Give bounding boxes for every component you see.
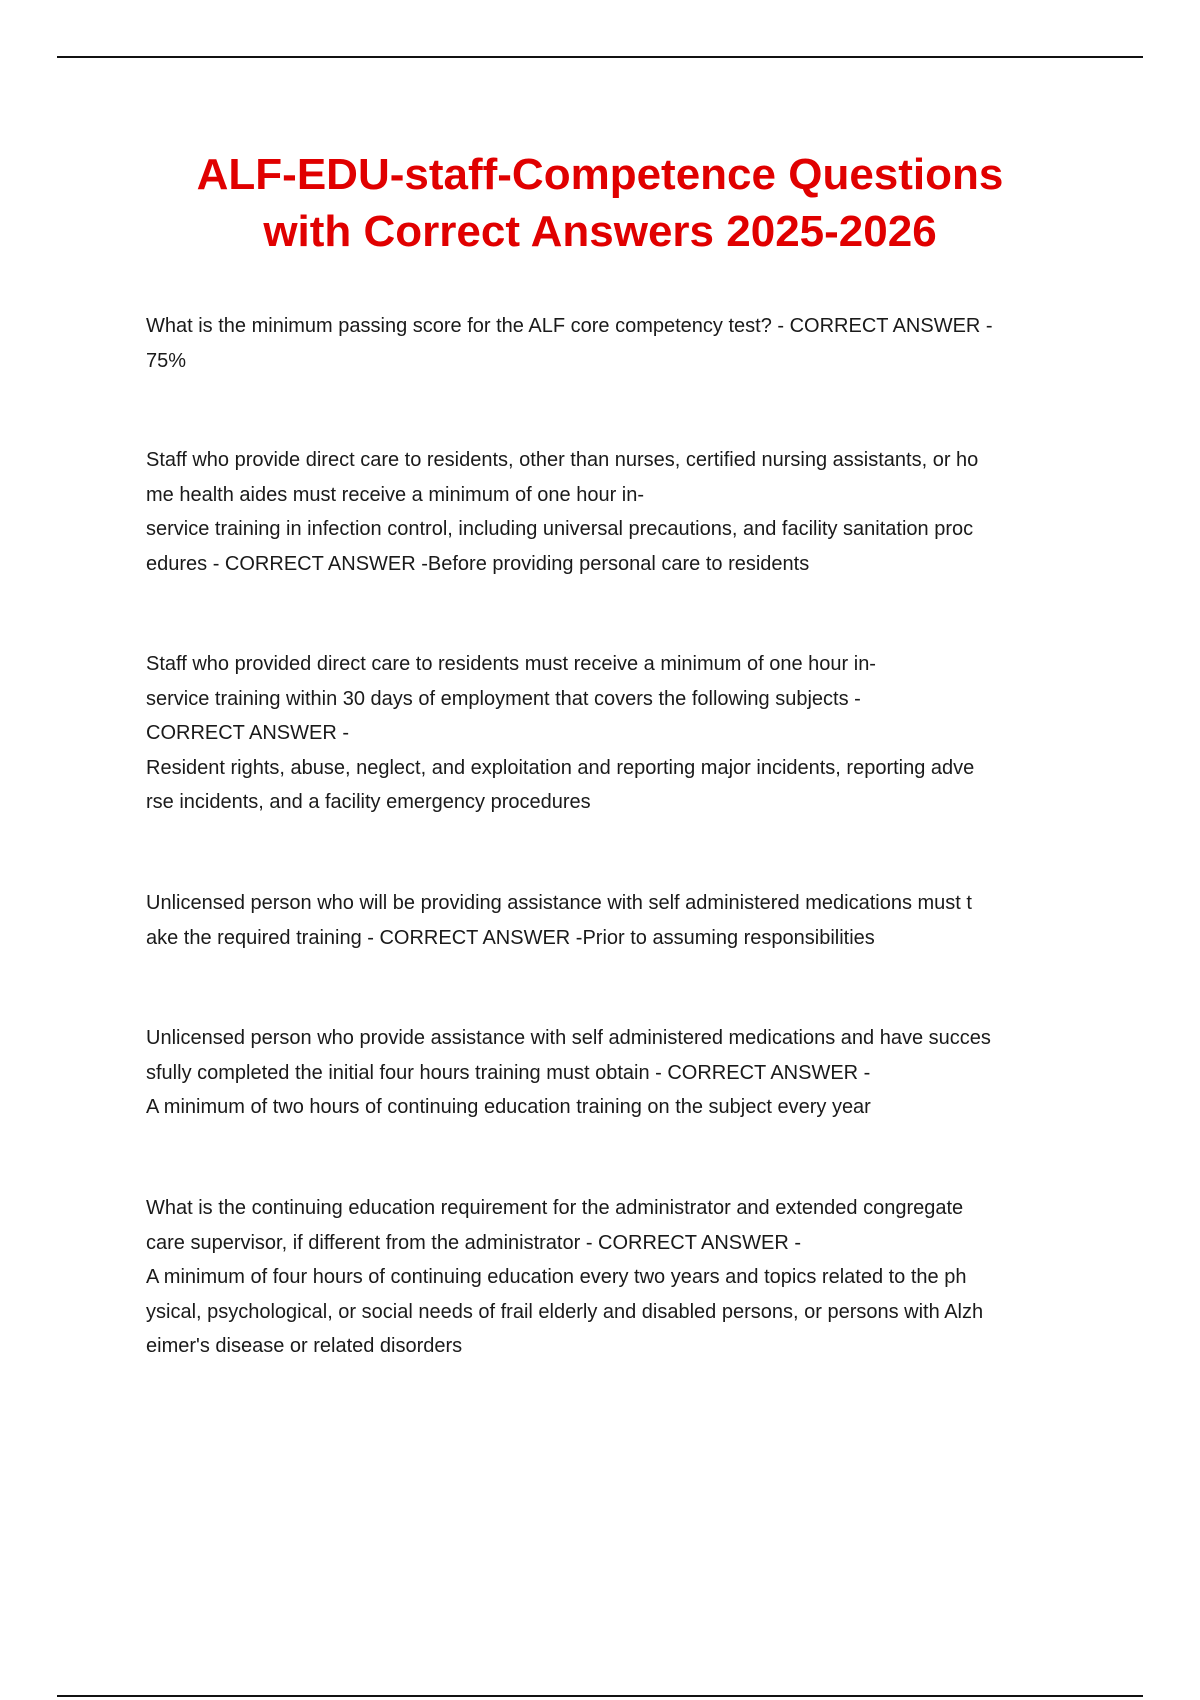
qa-line: Staff who provide direct care to residents, other than nurses, certified nursing assistants, or ho (146, 449, 979, 471)
qa-line: eimer's disease or related disorders (146, 1335, 463, 1357)
qa-line: A minimum of four hours of continuing education every two years and topics related to the ph (146, 1266, 967, 1288)
qa-block-administrator-requirement (146, 1191, 1096, 1364)
document-title (100, 146, 1100, 260)
qa-line: What is the continuing education requirement for the administrator and extended congregate (146, 1197, 964, 1219)
qa-line: What is the minimum passing score for the ALF core competency test? - CORRECT ANSWER - (146, 315, 993, 337)
qa-line: service training in infection control, including universal precautions, and facility sanitation proc (146, 518, 974, 540)
qa-line: Resident rights, abuse, neglect, and exploitation and reporting major incidents, reporting adve (146, 756, 975, 779)
qa-block-continuing-education (146, 1021, 1096, 1125)
qa-block-infection-control (146, 443, 1096, 581)
title-line: with Correct Answers 2025-2026 (263, 207, 937, 256)
qa-block-passing-score (146, 309, 1096, 378)
bottom-rule (57, 1695, 1143, 1697)
qa-line: me health aides must receive a minimum of one hour in- (146, 483, 645, 506)
qa-line: Unlicensed person who will be providing assistance with self administered medications must t (146, 892, 972, 914)
qa-line: rse incidents, and a facility emergency procedures (146, 791, 591, 813)
qa-line: care supervisor, if different from the administrator - CORRECT ANSWER - (146, 1231, 802, 1254)
qa-line: 75% (146, 349, 187, 372)
qa-line: ake the required training - CORRECT ANSWER -Prior to assuming responsibilities (146, 926, 875, 949)
qa-line: A minimum of two hours of continuing education training on the subject every year (146, 1096, 871, 1118)
qa-block-30-day-training (146, 647, 1096, 820)
qa-line: sfully completed the initial four hours training must obtain - CORRECT ANSWER - (146, 1061, 871, 1084)
title-line: ALF-EDU-staff-Competence Questions (196, 150, 1004, 199)
qa-line: service training within 30 days of employment that covers the following subjects - (146, 687, 861, 710)
qa-line: edures - CORRECT ANSWER -Before providing personal care to residents (146, 552, 810, 575)
qa-line: Staff who provided direct care to residents must receive a minimum of one hour in- (146, 653, 876, 675)
top-rule (57, 56, 1143, 58)
qa-line: Unlicensed person who provide assistance with self administered medications and have succes (146, 1027, 991, 1049)
qa-block-medication-training (146, 886, 1096, 955)
qa-line: CORRECT ANSWER - (146, 722, 349, 744)
qa-line: ysical, psychological, or social needs of frail elderly and disabled persons, or persons with Alzh (146, 1300, 984, 1323)
